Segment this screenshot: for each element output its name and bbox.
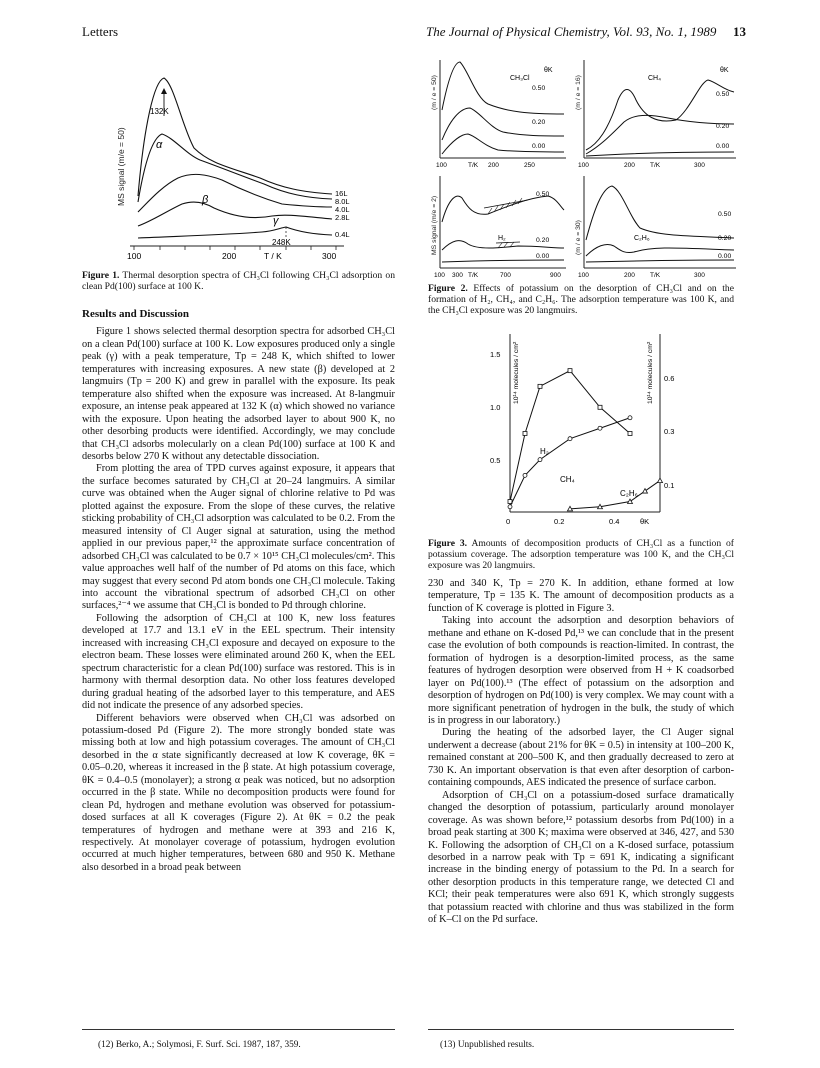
right-paragraph-1: 230 and 340 K, Tp = 270 K. In addition, ethane formed at low temperature, Tp = 135 K. The amount of decomposition products as a function of K coverage is plotted in Figure 3.: [428, 578, 734, 614]
fig2-tl-xtick-200: 200: [488, 162, 499, 169]
fig2-tr-xtick-300: 300: [694, 162, 705, 169]
fig3-point-s0-5: [628, 431, 632, 435]
fig1-xtick-300: 300: [322, 251, 337, 261]
fig2-bl-species: H₂: [498, 235, 506, 242]
fig2-tl-theta-050: 0.50: [532, 85, 546, 92]
fig2-ylabel-br: (m / e = 30): [575, 220, 582, 255]
fig3-point-s1-3: [568, 437, 572, 441]
fig3-series-line-2: [570, 481, 660, 509]
fig3-point-s0-2: [538, 384, 542, 388]
fig3-point-s0-3: [568, 369, 572, 373]
fig2-tr-xtick-200: 200: [624, 162, 635, 169]
right-paragraph-3: During the heating of the adsorbed layer, the Cl Auger signal underwent a decrease (about 21% for θK = 0.5) in intensity at 100–200 K, remained constant at 200–500 K, and then gradually decreased to zero at 730 K. An important observation is that even after desorption of carbon-containing compounds, AES indicated the presence of surface carbon.: [428, 727, 734, 789]
fig2-bl-xtick-300: 300: [452, 272, 463, 279]
fig2-br-theta-020: 0.20: [718, 235, 732, 242]
fig3-ylabel-left: 10¹⁴ molecules / cm²: [513, 341, 520, 404]
fig3-rtick-0.3: 0.3: [664, 427, 675, 436]
fig3-point-s1-4: [598, 426, 602, 430]
fig2-tl-theta-020: 0.20: [532, 119, 546, 126]
fig1-ylabel: MS signal (m/e = 50): [116, 127, 126, 206]
fig3-xtick-0.2: 0.2: [554, 517, 565, 526]
fig3-point-s1-2: [538, 458, 542, 462]
fig3-point-s1-0: [508, 505, 512, 509]
running-header-left: Letters: [82, 24, 119, 39]
fig2-ylabel-tl: (m / e = 50): [431, 75, 438, 110]
left-paragraph-3: Following the adsorption of CH₃Cl at 100 K, new loss features developed at 17.7 and 13.1 eV in the EEL spectrum. Their intensity increased with increasing CH₃Cl exposure and decayed on exposure to the electron beam. These losses were eliminated around 260 K, when the EEL spectrum characteristic for a clean Pd(100) surface was restored. This is in harmony with thermal desorption data. No other loss features developed during gradual heating of the adsorbed layer to this temperature, and AES did not indicate the presence of any adsorbed species.: [82, 612, 395, 712]
fig1-curve-4L: [138, 174, 332, 212]
fig2-bl-theta-050: 0.50: [536, 191, 550, 198]
fig3-point-s0-4: [598, 405, 602, 409]
fig2-tr-xlabel: T/K: [650, 162, 661, 169]
figure-2: [428, 50, 748, 282]
right-column: [428, 578, 734, 927]
fig3-ylabel-right: 10¹⁴ molecules / cm²: [647, 341, 654, 404]
fig2-br-theta-050: 0.50: [718, 211, 732, 218]
fig2-br-species: C₂H₆: [634, 235, 650, 242]
fig2-tl-xlabel: T/K: [468, 162, 479, 169]
fig2-tl-xtick-250: 250: [524, 162, 535, 169]
figure-1: [82, 56, 382, 268]
fig2-bl-xtick-700: 700: [500, 272, 511, 279]
fig2-bl-xtick-100: 100: [434, 272, 445, 279]
footnote-rule-left: [82, 1029, 395, 1030]
fig1-curves: [138, 78, 332, 238]
fig2-tr-theta: θK: [720, 67, 729, 74]
fig2-br-theta-000: 0.00: [718, 253, 732, 260]
footnote-13: (13) Unpublished results.: [440, 1040, 535, 1050]
fig2-tr-curves: [586, 80, 734, 156]
fig3-ytick-1.0: 1.0: [490, 403, 501, 412]
fig3-series-line-1: [510, 418, 630, 507]
fig1-exposure-8L: 8.0L: [335, 197, 350, 206]
fig1-label-132K: 132K: [150, 107, 169, 116]
fig1-label-gamma: γ: [273, 215, 279, 227]
fig2-bl-theta-020: 0.20: [536, 237, 550, 244]
left-paragraph-2: From plotting the area of TPD curves against exposure, it appears that the surface becomes saturated by CH₃Cl at 20–24 langmuirs. A similar curve was obtained when the Auger signal of chlorine relative to Pd was plotted against the exposure. From the slope of these curves, the relative sticking probability of CH₃Cl adsorption was calculated to be 0.2. From the measured intensity of Cl Auger signal at saturation, using the method applied in our previous paper,¹² the approximate surface concentration of adsorbed CH₃Cl was calculated to be 0.7 × 10¹⁵ CH₃Cl molecules/cm². This value approaches well half of the number of Pd atoms on this face, which may suggest that every second Pd atom bonds one CH₃Cl molecule. Taking into account the vibrational spectrum of adsorbed CH₃Cl on other surfaces,²⁻⁴ we assume that CH₃Cl is bonded to Pd through chlorine.: [82, 463, 395, 612]
fig3-ytick-0.5: 0.5: [490, 456, 501, 465]
fig1-xtick-200: 200: [222, 251, 237, 261]
fig2-br-xlabel: T/K: [650, 272, 661, 279]
fig2-tl-curves: [442, 62, 564, 154]
fig1-exposure-2_8L: 2.8L: [335, 213, 350, 222]
fig1-curve-0_4L: [138, 227, 332, 238]
left-paragraph-1: Figure 1 shows selected thermal desorption spectra for adsorbed CH₃Cl on a clean Pd(100) surface at 100 K. Low exposures produced only a single peak (γ) with a peak temperature, Tp = 248 K, which shifted to lower temperatures with increasing exposures. A new state (β) developed at 2 langmuirs (Tp = 200 K) and grew in parallel with the exposure. Its peak temperature also shifted when the exposure was increased. At 8-langmuir exposure, an intense peak appeared at 132 K (α) which showed no variance with the exposure. Upon heating the adsorbed layer to about 900 K, no other desorbing products were identified. Accordingly, we may conclude that CH₃Cl adsorbs molecularly on a clean Pd(100) surface at 100 K and desorbs below 270 K without any detectable dissociation.: [82, 326, 395, 462]
fig1-xtick-100: 100: [127, 251, 142, 261]
fig3-label-C2H6: C₂H₆: [620, 489, 638, 498]
fig3-point-s2-4: [658, 478, 663, 483]
fig1-exposure-16L: 16L: [335, 189, 348, 198]
left-column: [82, 298, 395, 874]
fig1-label-248K: 248K: [272, 238, 291, 247]
fig3-rtick-0.1: 0.1: [664, 481, 675, 490]
page-number: 13: [733, 24, 746, 39]
fig2-br-xtick-200: 200: [624, 272, 635, 279]
fig2-tl-theta: θK: [544, 67, 553, 74]
fig2-br-curves: [586, 186, 734, 262]
fig3-xtick-0.4: 0.4: [609, 517, 620, 526]
fig1-xlabel: T / K: [264, 251, 282, 261]
fig1-exposure-4L: 4.0L: [335, 205, 350, 214]
fig2-tr-species: CH₄: [648, 75, 661, 82]
fig3-label-H2: H₂: [540, 447, 549, 456]
fig3-point-s1-5: [628, 416, 632, 420]
fig2-tr-xtick-100: 100: [578, 162, 589, 169]
fig1-label-alpha: α: [156, 139, 163, 151]
footnote-rule-right: [428, 1029, 734, 1030]
fig2-tl-theta-000: 0.00: [532, 143, 546, 150]
right-paragraph-4: Adsorption of CH₃Cl on a potassium-dosed surface dramatically changed the desorption of potassium, particularly around monolayer coverage. As was shown before,¹² potassium desorbs from Pd(100) in a broad peak starting at 300 K; maxima were observed at 346, 427, and 530 K. Following the adsorption of CH₃Cl on a K-dosed surface, potassium desorbed in a narrow peak with Tp = 691 K, indicating a significant increase in the binding energy of potassium to the Pd. In a search for other desorption products in this temperature range, we detected Cl and KCl; their peak temperatures were also 691 K, which strongly suggests that potassium reacted with chlorine and thus was stabilized in the form of K–Cl on the Pd surface.: [428, 789, 734, 926]
figure-3-caption: Figure 3. Amounts of decomposition products of CH₃Cl as a function of potassium coverage. The adsorption temperature was 100 K, and the CH₃Cl exposure was 20 langmuirs.: [428, 538, 734, 572]
fig1-exposure-0_4L: 0.4L: [335, 230, 350, 239]
fig3-point-s0-1: [523, 431, 527, 435]
fig2-bl-xtick-900: 900: [550, 272, 561, 279]
fig2-tr-theta-000: 0.00: [716, 143, 730, 150]
fig2-tl-species: CH₃Cl: [510, 75, 530, 82]
fig2-ylabel-tr: (m / e = 16): [575, 75, 582, 110]
fig3-point-s1-1: [523, 473, 527, 477]
section-title: Results and Discussion: [82, 308, 189, 320]
fig3-rtick-0.6: 0.6: [664, 374, 675, 383]
fig2-bl-theta-000: 0.00: [536, 253, 550, 260]
fig3-label-CH4: CH₄: [560, 475, 575, 484]
fig3-xlabel: θK: [640, 517, 650, 526]
fig2-tl-xtick-100: 100: [436, 162, 447, 169]
fig1-label-beta: β: [202, 194, 209, 206]
footnote-12: (12) Berko, A.; Solymosi, F. Surf. Sci. 1987, 187, 359.: [98, 1040, 301, 1050]
figure-2-caption: Figure 2. Effects of potassium on the desorption of CH₃Cl and on the formation of H₂, CH₄, and C₂H₆. The adsorption temperature was 100 K, and the CH₃Cl exposure was 20 langmuirs.: [428, 283, 734, 317]
fig2-br-xtick-100: 100: [578, 272, 589, 279]
fig2-tr-theta-020: 0.20: [716, 123, 730, 130]
fig1-curve-8L: [138, 134, 332, 202]
fig1-arrowhead-alpha: [161, 88, 167, 94]
left-paragraph-4: Different behaviors were observed when CH₃Cl was adsorbed on potassium-dosed Pd (Figure 2). The more strongly bonded state was missing both at low and high potassium coverages. The amount of CH₃Cl desorbed in the α state significantly decreased at low K coverage, θK = 0.05–0.20, whereas it increased in the β state. At high potassium coverage, θK = 0.4–0.5 (monolayer); a strong α peak was noticed, but no adsorption occurred in the β state. While no decomposition products were found for clean Pd, hydrogen and methane evolution was observed for potassium-dosed surfaces at all K coverages (Figure 2). At θK = 0.2 the peak temperatures of hydrogen and methane were at 393 and 216 K, respectively. At monolayer coverage of potassium, hydrogen evolution occurred at much higher temperatures, between 680 and 950 K. Methane also desorbed in a broad peak between: [82, 712, 395, 873]
figure-3-chart: [474, 326, 694, 532]
right-paragraph-2: Taking into account the adsorption and desorption behaviors of methane and ethane on K-dosed Pd,¹³ we can conclude that in the present case the evolution of both compounds is reaction-limited. In contrast, the formation of hydrogen is a desorption-limited process, as the same features of hydrogen desorption were observed from H + K coadsorbed layer on Pd(100).¹³ (The effect of potassium on the adsorption and desorption of hydrogen on Pd(100) is very complex. We may count with a more significant penetration of hydrogen in the bulk, the study of which is in progress in our laboratory.): [428, 615, 734, 726]
fig3-ytick-1.5: 1.5: [490, 350, 501, 359]
fig2-bl-xlabel: T/K: [468, 272, 479, 279]
fig3-xtick-0: 0: [506, 517, 511, 526]
fig2-ylabel-bl: MS signal (m/e = 2): [431, 195, 438, 255]
fig2-tr-theta-050: 0.50: [716, 91, 730, 98]
running-header-right: The Journal of Physical Chemistry, Vol. 93, No. 1, 1989: [426, 24, 717, 39]
fig2-br-xtick-300: 300: [694, 272, 705, 279]
figure-1-caption: Figure 1. Thermal desorption spectra of CH₃Cl following CH₃Cl adsorption on clean Pd(100) surface at 100 K.: [82, 270, 395, 293]
